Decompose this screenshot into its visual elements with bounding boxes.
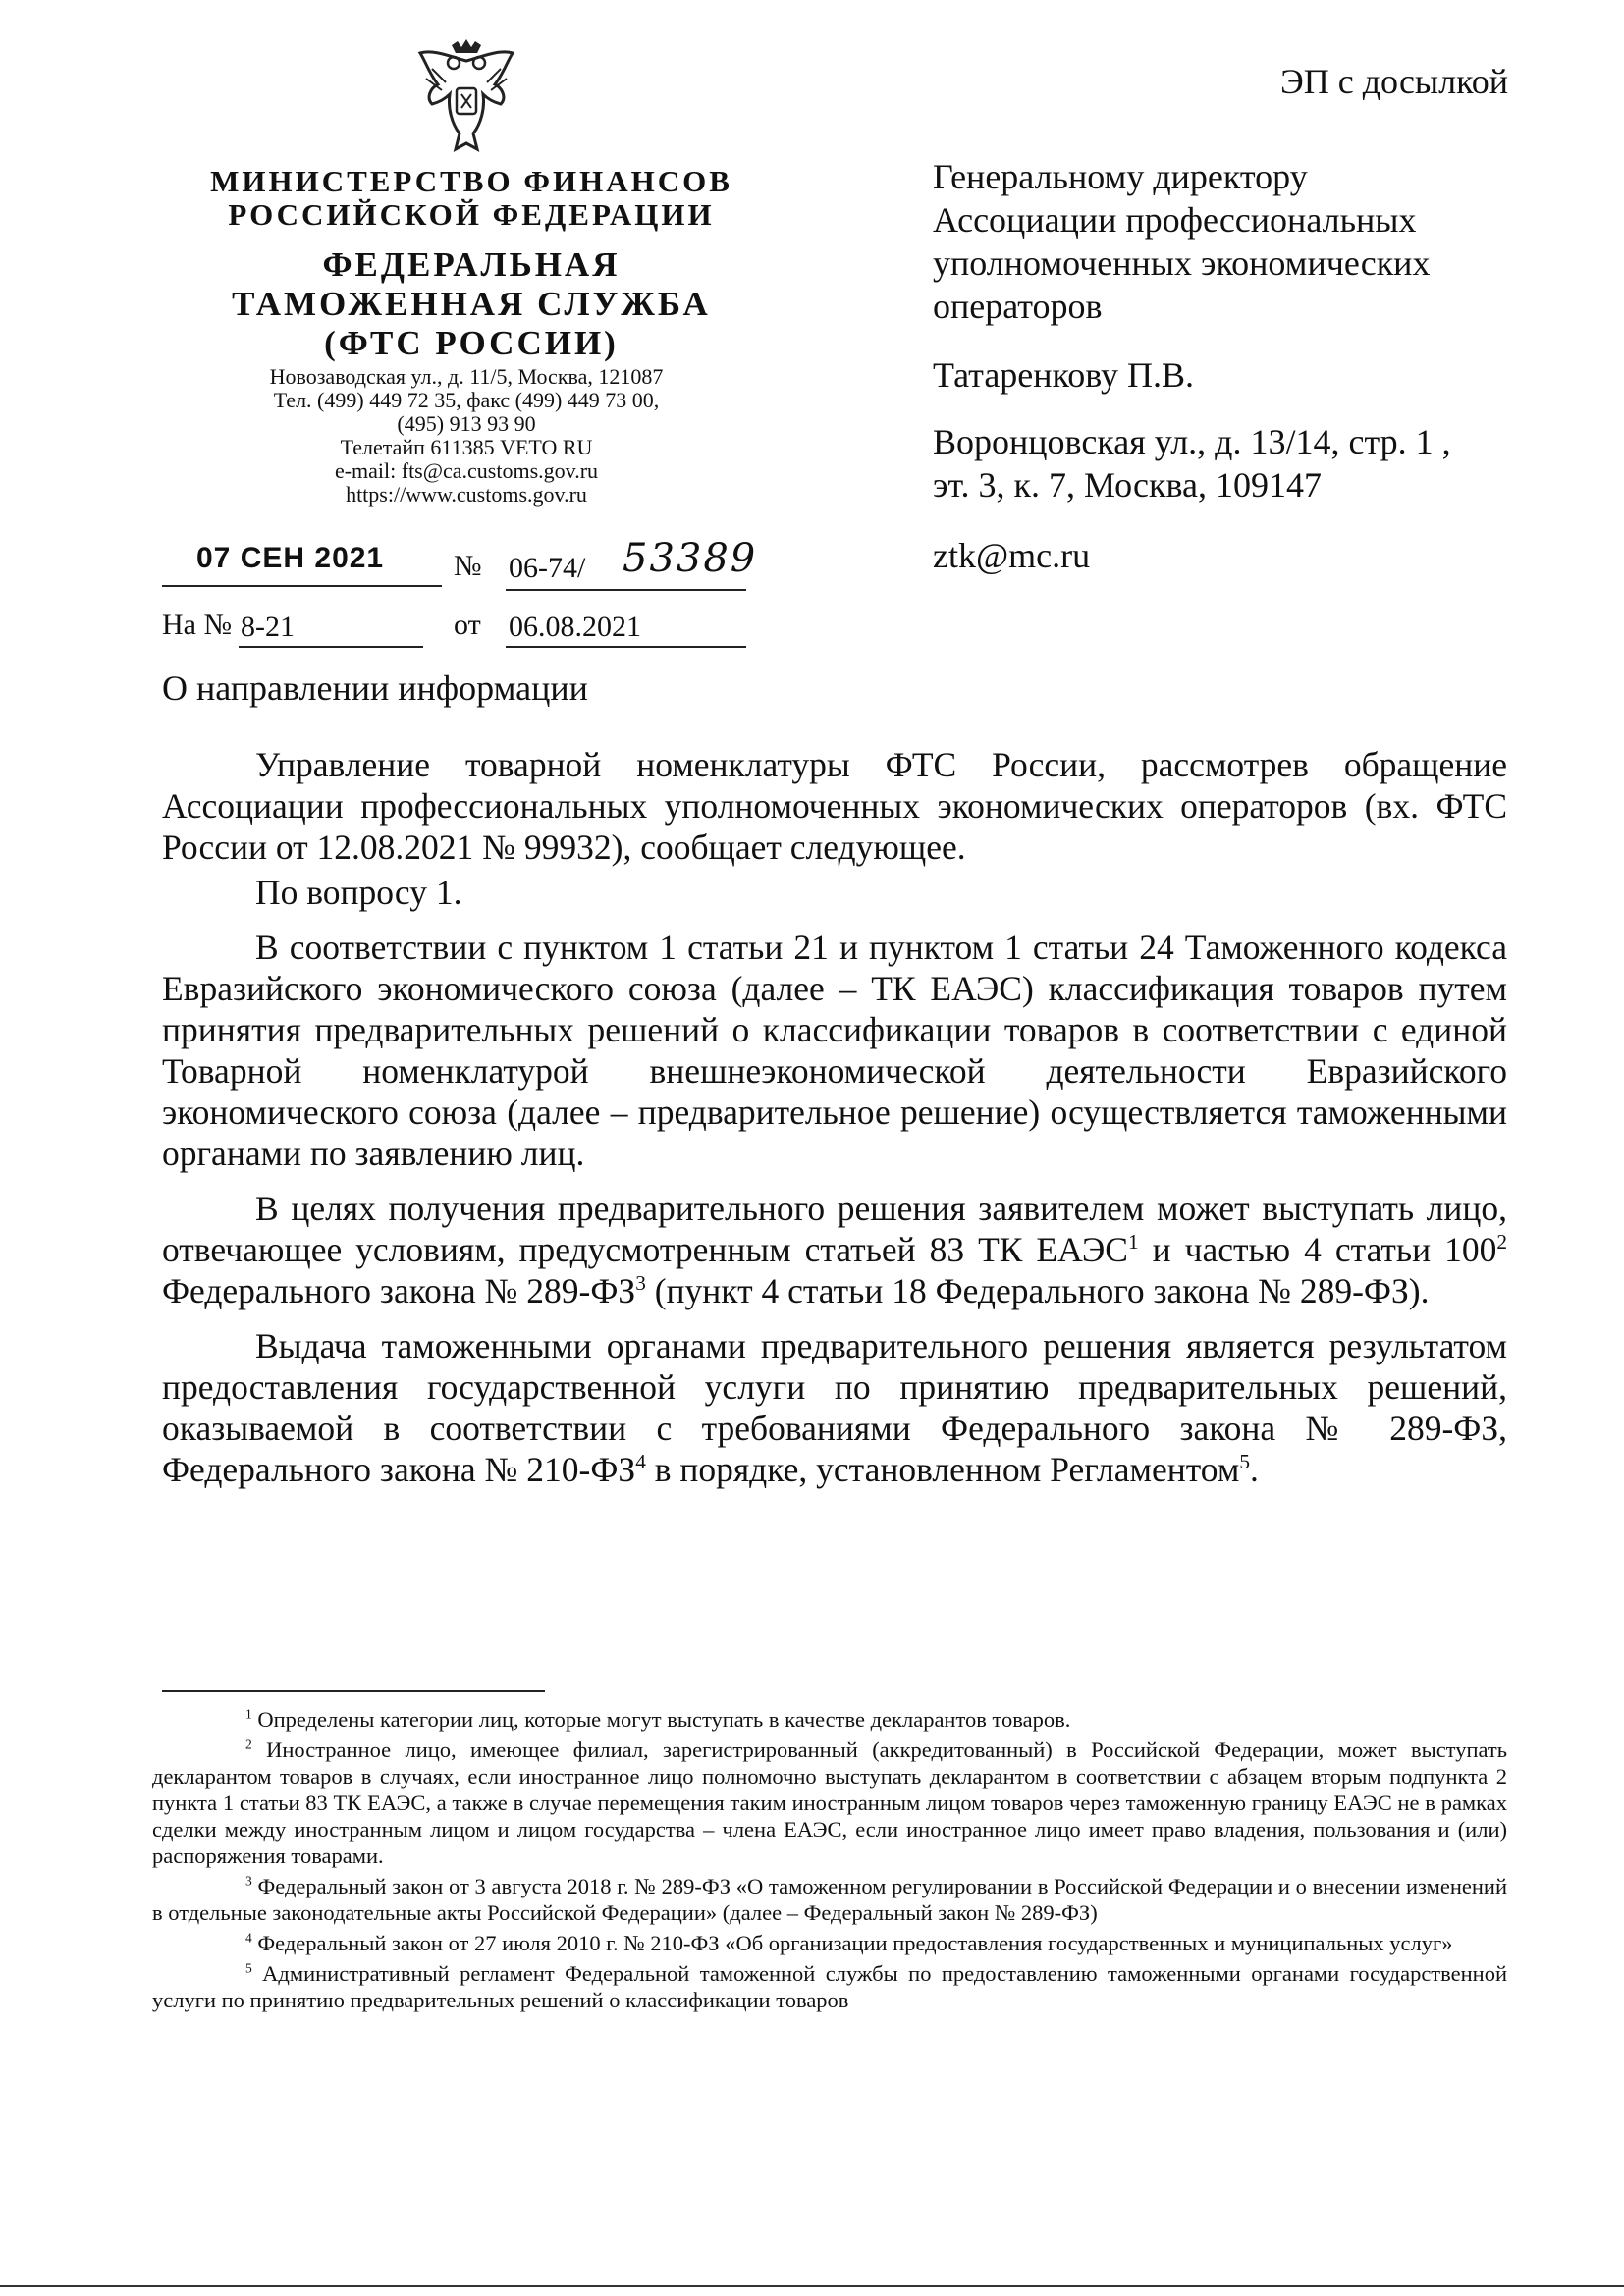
- phone-line: Тел. (499) 449 72 35, факс (499) 449 73 00,: [273, 388, 660, 412]
- email-line: e-mail: fts@ca.customs.gov.ru: [334, 458, 599, 483]
- letter-subject: О направлении информации: [162, 668, 588, 708]
- reply-number-underline: [239, 646, 423, 648]
- paragraph-2: По вопросу 1.: [255, 873, 462, 912]
- phone-line-2: (495) 913 93 90: [397, 411, 536, 436]
- number-underline: [506, 589, 746, 591]
- service-name: [196, 245, 746, 363]
- recipient-name: Татаренкову П.В.: [933, 355, 1194, 395]
- footnote-ref-4: 4: [635, 1450, 646, 1474]
- service-line-1: ФЕДЕРАЛЬНАЯ: [322, 245, 621, 284]
- footnote-4: $^4$ Федеральный закон от 27 июля 2010 г. № 210-ФЗ «Об организации предоставления государственных и муниципальных услуг»: [245, 1930, 1453, 1955]
- ministry-line-2: РОССИЙСКОЙ ФЕДЕРАЦИИ: [228, 197, 715, 232]
- address-line-2: эт. 3, к. 7, Москва, 109147: [933, 465, 1322, 505]
- delivery-mark: ЭП с досылкой: [1279, 62, 1508, 101]
- ministry-name: [196, 165, 746, 232]
- outgoing-number-handwritten: 53389: [623, 536, 758, 581]
- reply-label: На №: [162, 609, 233, 641]
- address-line: Новозаводская ул., д. 11/5, Москва, 121087: [269, 364, 664, 389]
- recipient-line: Ассоциации профессиональных: [933, 200, 1417, 240]
- paragraph-3: В соответствии с пунктом 1 статьи 21 и пунктом 1 статьи 24 Таможенного кодекса Евразийского экономического союза (далее – ТК ЕАЭС) классификация товаров путем принятия предварительных решений о классификации товаров в соответствии с единой Товарной номенклатурой внешнеэкономической деятельности Евразийского экономического союза (далее – предварительное решение) осуществляется таможенными органами по заявлению лиц.: [162, 928, 1507, 1173]
- letter-body: [162, 744, 1507, 1504]
- teletype-line: Телетайп 611385 VETO RU: [340, 435, 593, 459]
- from-label: от: [454, 609, 481, 641]
- contact-block: [177, 365, 756, 507]
- recipient-line: уполномоченных экономических: [933, 243, 1431, 283]
- number-label: №: [454, 550, 482, 582]
- website-line: https://www.customs.gov.ru: [346, 482, 587, 507]
- paragraph-4: В целях получения предварительного решения заявителем может выступать лицо, отвечающее условиям, предусмотренным статьей 83 ТК ЕАЭС$^1$ и частью 4 статьи $100^2$ Федерального закона № $289-ФЗ^3$ (пункт 4 статьи 18 Федерального закона № 289-ФЗ).: [162, 1189, 1507, 1310]
- footnote-ref-3: 3: [635, 1271, 646, 1296]
- reply-date-underline: [506, 646, 746, 648]
- recipient-title: [933, 155, 1430, 328]
- reply-date: 06.08.2021: [509, 611, 641, 643]
- footnote-3: $^3$ Федеральный закон от 3 августа 2018 г. № 289-ФЗ «О таможенном регулировании в Российской Федерации и о внесении изменений в отдельные законодательные акты Российской Федерации» (далее – Федеральный закон № 289-ФЗ): [152, 1873, 1507, 1925]
- recipient-address: [933, 420, 1451, 507]
- service-line-3: (ФТС РОССИИ): [324, 324, 619, 362]
- date-stamp: 07 СЕН 2021: [196, 542, 385, 574]
- footnote-ref-5: 5: [1239, 1450, 1250, 1474]
- paragraph-5: Выдача таможенными органами предварительного решения является результатом предоставления государственной услуги по принятию предварительных решений, оказываемой в соответствии с требованиями Федерального закона № 289-ФЗ, Федерального закона № $210-ФЗ^4$ в порядке, установленном Регламентом$^5$.: [162, 1326, 1507, 1489]
- outgoing-number-prefix: 06-74/: [509, 552, 586, 584]
- paragraph-1: Управление товарной номенклатуры ФТС России, рассмотрев обращение Ассоциации профессиональных уполномоченных экономических операторов (вх. ФТС России от 12.08.2021 № 99932), сообщает следующее.: [162, 745, 1507, 867]
- page-bottom-line: [0, 2285, 1624, 2287]
- reply-number: 8-21: [241, 611, 295, 643]
- footnote-ref-2: 2: [1496, 1230, 1507, 1255]
- footnote-1: $^1$ Определены категории лиц, которые могут выступать в качестве декларантов товаров.: [245, 1706, 1071, 1732]
- footnotes: [152, 1706, 1507, 2017]
- recipient-line: операторов: [933, 287, 1103, 326]
- address-line-1: Воронцовская ул., д. 13/14, стр. 1 ,: [933, 422, 1451, 461]
- date-underline: [162, 585, 442, 587]
- recipient-email: ztk@mc.ru: [933, 536, 1091, 575]
- footnote-5: $^5$ Административный регламент Федеральной таможенной службы по предоставлению таможенными органами государственной услуги по принятию предварительных решений о классификации товаров: [152, 1960, 1507, 2012]
- footnote-ref-1: 1: [1127, 1230, 1139, 1255]
- coat-of-arms-emblem: [412, 39, 520, 162]
- recipient-line: Генеральному директору: [933, 157, 1308, 196]
- service-line-2: ТАМОЖЕННАЯ СЛУЖБА: [232, 285, 711, 323]
- ministry-line-1: МИНИСТЕРСТВО ФИНАНСОВ: [210, 164, 732, 198]
- footnote-2: $^2$ Иностранное лицо, имеющее филиал, зарегистрированный (аккредитованный) в Российской Федерации, может выступать декларантом товаров в случаях, если иностранное лицо полномочно выступать декларантом в соответствии с абзацем вторым подпункта 2 пункта 1 статьи 83 ТК ЕАЭС, а также в случае перемещения таким иностранным лицом товаров через таможенную границу ЕАЭС не в рамках сделки между иностранным лицом и лицом государства – члена ЕАЭС, если иностранное лицо имеет право владения, пользования и (или) распоряжения товарами.: [152, 1736, 1507, 1868]
- footnote-separator: [162, 1690, 545, 1692]
